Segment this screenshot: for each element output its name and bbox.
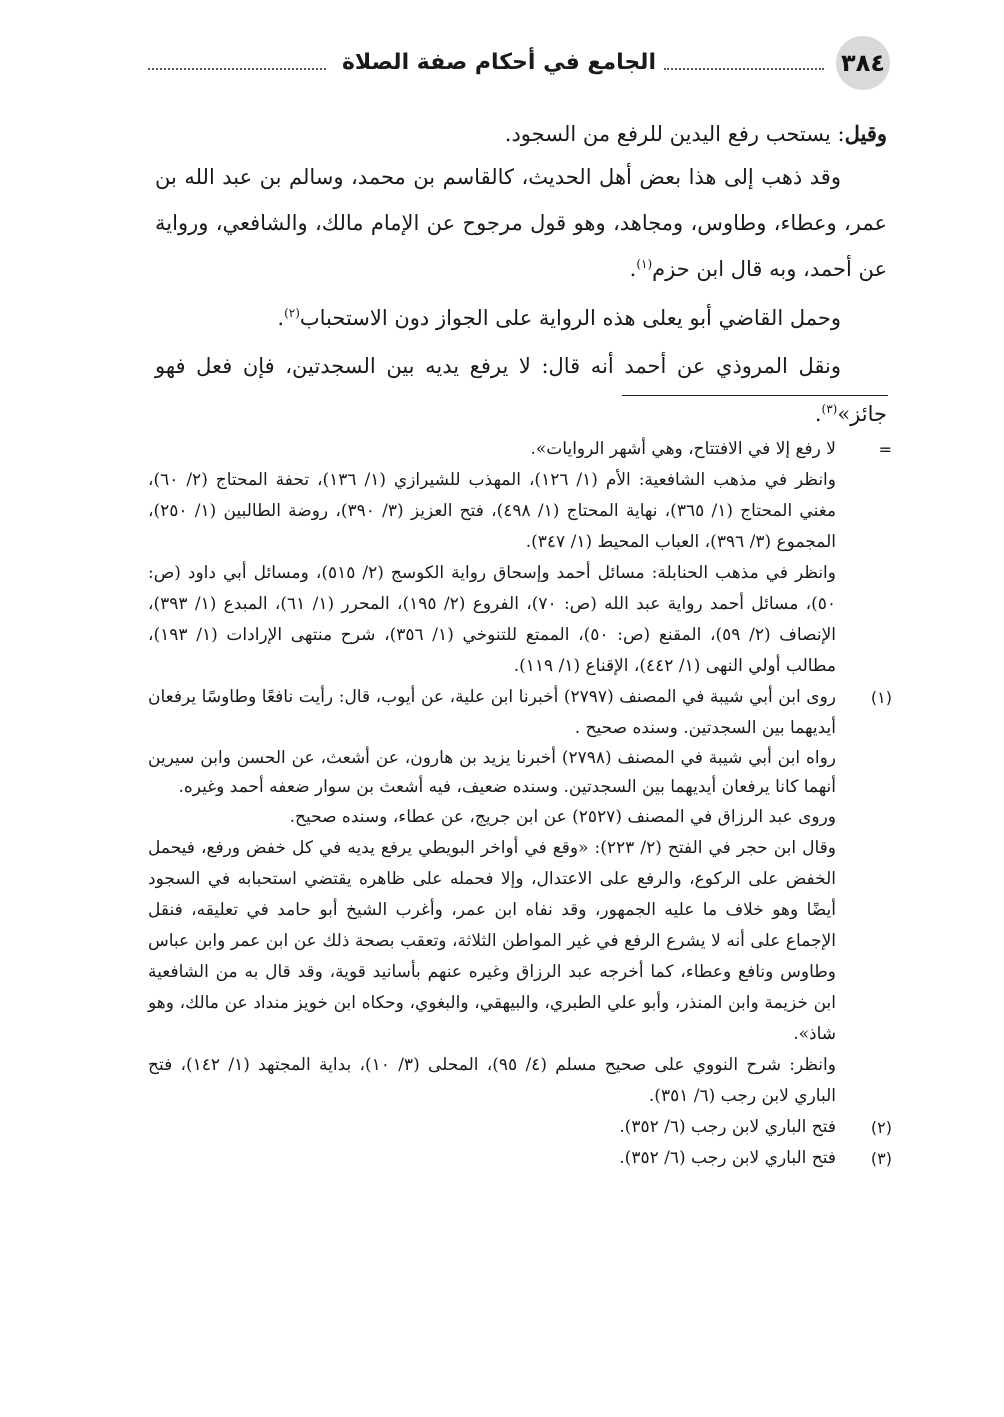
page-header <box>148 36 890 100</box>
continuation-marker: = <box>878 440 892 459</box>
footnotes <box>148 434 892 1174</box>
footnote-3: (٣) فتح الباري لابن رجب (٦/ ٣٥٢). <box>148 1143 892 1174</box>
main-text <box>155 114 887 426</box>
paragraph-lead-word: وقيل <box>844 121 887 146</box>
page-number: ٣٨٤ <box>836 36 890 90</box>
hanbali-references: وانظر في مذهب الحنابلة: مسائل أحمد وإسحاق رواية الكوسج (٢/ ٥١٥)، ومسائل أبي داود (ص: ٥٠)، مسائل أحمد رواية عبد الله (ص: ٧٠)، الفروع (٢/ ١٩٥)، المحرر (١/ ٦١)، المبدع (١/ ٣٩٣)، الإنصاف (٢/ ٥٩)، المقنع (ص: ٥٠)، الممتع للتنوخي (١/ ٣٥٦)، شرح منتهى الإرادات (١/ ١٩٣)، مطالب أولي النهى (١/ ٤٤٢)، الإقناع (١/ ١١٩). <box>148 563 836 676</box>
footnote-ref-3[interactable]: (٣) <box>821 402 838 416</box>
paragraph-scholars: وقد ذهب إلى هذا بعض أهل الحديث، كالقاسم بن محمد، وسالم بن عبد الله بن عمر، وعطاء، وطاوس، ومجاهد، وهو قول مرجوح عن الإمام مالك، والشافعي، ورواية عن أحمد، وبه قال ابن حزم$^{(١)}$. <box>155 165 887 281</box>
footnote-1: (١) روى ابن أبي شيبة في المصنف (٢٧٩٧) أخبرنا ابن علية، عن أيوب، قال: رأيت نافعًا وطاوسًا يرفعان أيديهما بين السجدتين. وسنده صحيح . رواه ابن أبي شيبة في المصنف (٢٧٩٨) أخبرنا يزيد بن هارون، عن أشعث، عن الحسن وابن سيرين أنهما كانا يرفعان أيديهما بين السجدتين. وسنده ضعيف، فيه أشعث بن سوار ضعفه أحمد وغيره. وروى عبد الرزاق في المصنف (٢٥٢٧) عن ابن جريج، عن عطاء، وسنده صحيح. وقال ابن حجر في الفتح (٢/ ٢٢٣): «وقع في أواخر البويطي يرفع يديه في كل خفض ورفع، فيحمل الخفض على الركوع، والرفع على الاعتدال، وإلا فحمله على ظاهره يقتضي استحبابه في السجود أيضًا وهو خلاف ما عليه الجمهور، وقد نفاه ابن عمر، وأغرب الشيخ أبو حامد في تعليقه، فنقل الإجماع على أنه لا يشرع الرفع في غير المواطن الثلاثة، وتعقب بصحة ذلك عن ابن عمر وابن عباس وطاوس ونافع وعطاء، كما أخرجه عبد الرزاق وغيره عنهم بأسانيد قوية، وقد قال به من الشافعية ابن خزيمة وابن المنذر، وأبو علي الطبري، والبيهقي، والبغوي، وحكاه ابن خويز منداد عن مالك، وهو شاذ». وانظر: شرح النووي على صحيح مسلم (٤/ ٩٥)، المحلى (٣/ ١٠)، بداية المجتهد (١/ ١٤٢)، فتح الباري لابن رجب (٦/ ٣٥١). <box>148 682 892 1112</box>
footnote-continued: = لا رفع إلا في الافتتاح، وهي أشهر الروايات». وانظر في مذهب الشافعية: الأم (١/ ١٢٦)، المهذب للشيرازي (١/ ١٣٦)، تحفة المحتاج (٢/ ٦٠)، مغني المحتاج (١/ ٣٦٥)، نهاية المحتاج (١/ ٤٩٨)، فتح العزيز (٣/ ٣٩٠)، روضة الطالبين (١/ ٢٥٠)، المجموع (٣/ ٣٩٦)، العباب المحيط (١/ ٣٤٧). وانظر في مذهب الحنابلة: مسائل أحمد وإسحاق رواية الكوسج (٢/ ٥١٥)، ومسائل أبي داود (ص: ٥٠)، مسائل أحمد رواية عبد الله (ص: ٧٠)، الفروع (٢/ ١٩٥)، المحرر (١/ ٦١)، المبدع (١/ ٣٩٣)، الإنصاف (٢/ ٥٩)، المقنع (ص: ٥٠)، الممتع للتنوخي (١/ ٣٥٦)، شرح منتهى الإرادات (١/ ١٩٣)، مطالب أولي النهى (١/ ٤٤٢)، الإقناع (١/ ١١٩). <box>148 434 892 682</box>
paragraph-marwazi: ونقل المروذي عن أحمد أنه قال: لا يرفع يديه بين السجدتين، فإن فعل فهو جائز»$^{(٣)}$. <box>155 354 887 426</box>
header-dotted-rule-right <box>664 68 824 70</box>
footnote-ref-2[interactable]: (٢) <box>284 306 300 320</box>
footnote-ref-1[interactable]: (١) <box>636 257 653 271</box>
header-dotted-rule-left <box>148 68 326 70</box>
paragraph-opinion: وقيل: يستحب رفع اليدين للرفع من السجود. <box>504 121 887 146</box>
book-title: الجامع في أحكام صفة الصلاة <box>341 50 656 75</box>
shafii-references: وانظر في مذهب الشافعية: الأم (١/ ١٢٦)، المهذب للشيرازي (١/ ١٣٦)، تحفة المحتاج (٢/ ٦٠)، مغني المحتاج (١/ ٣٦٥)، نهاية المحتاج (١/ ٤٩٨)، فتح العزيز (٣/ ٣٩٠)، روضة الطالبين (١/ ٢٥٠)، المجموع (٣/ ٣٩٦)، العباب المحيط (١/ ٣٤٧). <box>148 470 837 552</box>
footnote-separator <box>622 395 888 396</box>
footnote-marker: (٢) <box>870 1118 892 1137</box>
footnote-marker: (٣) <box>870 1149 892 1168</box>
ibn-hajar-quote: وقال ابن حجر في الفتح (٢/ ٢٢٣): «وقع في أواخر البويطي يرفع يديه في كل خفض ورفع، فيحمل الخفض على الركوع، والرفع على الاعتدال، وإلا فحمله على ظاهره يقتضي استحبابه في السجود أيضًا وهو خلاف ما عليه الجمهور، وقد نفاه ابن عمر، وأغرب الشيخ أبو حامد في تعليقه، فنقل الإجماع على أنه لا يشرع الرفع في غير المواطن الثلاثة، وتعقب بصحة ذلك عن ابن عمر وابن عباس وطاوس ونافع وعطاء، كما أخرجه عبد الرزاق وغيره عنهم بأسانيد قوية، وقد قال به من الشافعية ابن خزيمة وابن المنذر، وأبو علي الطبري، والبيهقي، والبغوي، وحكاه ابن خويز منداد عن مالك، وهو شاذ». <box>148 838 836 1044</box>
paragraph-abu-yala: وحمل القاضي أبو يعلى هذه الرواية على الجواز دون الاستحباب$^{(٢)}$. <box>277 306 841 330</box>
footnote-2: (٢) فتح الباري لابن رجب (٦/ ٣٥٢). <box>148 1112 892 1143</box>
footnote-marker: (١) <box>870 688 892 707</box>
